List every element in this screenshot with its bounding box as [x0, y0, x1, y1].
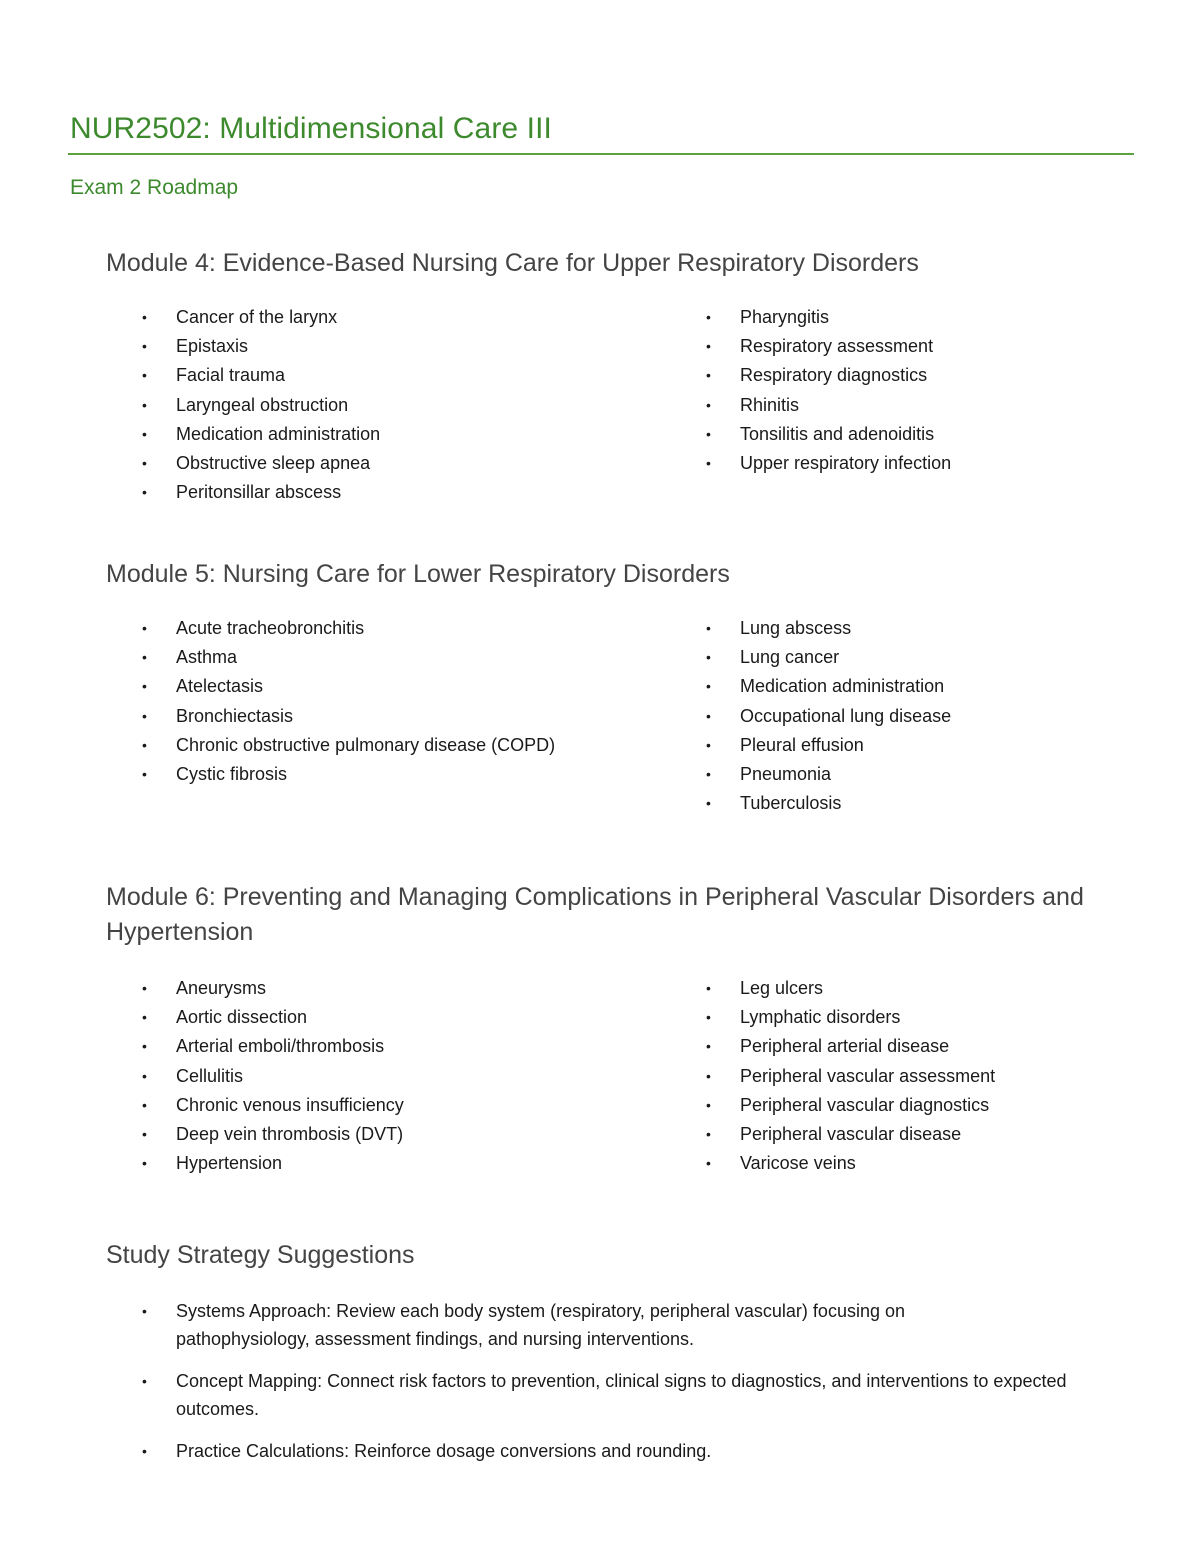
- bullet-icon: •: [142, 649, 147, 666]
- bullet-icon: •: [706, 1067, 711, 1084]
- list-item: • Peripheral vascular diagnostics: [670, 1092, 1150, 1119]
- bullet-icon: •: [142, 1125, 147, 1142]
- list-item: • Concept Mapping: Connect risk factors to prevention, clinical signs to diagnostics, and interventions to expected outcomes.: [106, 1367, 1106, 1423]
- bullet-icon: •: [706, 1125, 711, 1142]
- module-4-heading: Module 4: Evidence-Based Nursing Care for Upper Respiratory Disorders: [106, 249, 919, 277]
- list-item: • Peripheral arterial disease: [670, 1033, 1150, 1060]
- list-item: • Cancer of the larynx: [106, 304, 586, 331]
- list-item: • Medication administration: [670, 673, 1150, 700]
- bullet-icon: •: [142, 1155, 147, 1172]
- bullet-icon: •: [706, 1009, 711, 1026]
- module-6-topics-right: [670, 975, 1150, 1179]
- list-item: • Bronchiectasis: [106, 703, 586, 730]
- list-item: • Deep vein thrombosis (DVT): [106, 1121, 586, 1148]
- bullet-icon: •: [706, 736, 711, 753]
- list-item: • Rhinitis: [670, 392, 1150, 419]
- bullet-icon: •: [142, 338, 147, 355]
- list-item: • Facial trauma: [106, 362, 586, 389]
- bullet-icon: •: [142, 736, 147, 753]
- bullet-icon: •: [706, 678, 711, 695]
- list-item: • Occupational lung disease: [670, 703, 1150, 730]
- bullet-icon: •: [706, 1155, 711, 1172]
- list-item: • Peripheral vascular disease: [670, 1121, 1150, 1148]
- list-item: • Laryngeal obstruction: [106, 392, 586, 419]
- module-5-heading: Module 5: Nursing Care for Lower Respiratory Disorders: [106, 560, 730, 588]
- list-item: • Acute tracheobronchitis: [106, 615, 586, 642]
- list-item: • Respiratory assessment: [670, 333, 1150, 360]
- module-6-heading: Module 6: Preventing and Managing Complications in Peripheral Vascular Disorders and Hypertension: [106, 883, 1084, 946]
- bullet-icon: •: [142, 484, 147, 501]
- list-item: • Asthma: [106, 644, 586, 671]
- bullet-icon: •: [706, 454, 711, 471]
- bullet-icon: •: [706, 338, 711, 355]
- list-item: • Hypertension: [106, 1150, 586, 1177]
- list-item: • Pharyngitis: [670, 304, 1150, 331]
- list-item: • Peripheral vascular assessment: [670, 1063, 1150, 1090]
- list-item: • Tuberculosis: [670, 790, 1150, 817]
- bullet-icon: •: [142, 980, 147, 996]
- list-item: • Tonsilitis and adenoiditis: [670, 421, 1150, 448]
- bullet-icon: •: [142, 367, 147, 384]
- bullet-icon: •: [142, 309, 147, 325]
- list-item: • Arterial emboli/thrombosis: [106, 1033, 586, 1060]
- list-item: • Lymphatic disorders: [670, 1004, 1150, 1031]
- bullet-icon: •: [142, 396, 147, 413]
- bullet-icon: •: [706, 309, 711, 325]
- list-item: • Atelectasis: [106, 673, 586, 700]
- list-item: • Peritonsillar abscess: [106, 479, 586, 506]
- bullet-icon: •: [706, 795, 711, 812]
- bullet-icon: •: [706, 765, 711, 782]
- bullet-icon: •: [142, 765, 147, 782]
- list-item: • Aneurysms: [106, 975, 586, 1002]
- title-divider: [68, 153, 1134, 155]
- module-5-topics-left: [106, 615, 586, 790]
- bullet-icon: •: [142, 1303, 147, 1319]
- list-item: • Obstructive sleep apnea: [106, 450, 586, 477]
- list-item: • Chronic obstructive pulmonary disease (COPD): [106, 732, 576, 759]
- bullet-icon: •: [142, 1009, 147, 1026]
- bullet-icon: •: [706, 1038, 711, 1055]
- bullet-icon: •: [706, 1096, 711, 1113]
- bullet-icon: •: [142, 707, 147, 724]
- list-item: • Varicose veins: [670, 1150, 1150, 1177]
- bullet-icon: •: [142, 454, 147, 471]
- list-item: • Medication administration: [106, 421, 586, 448]
- module-4-topics-left: [106, 304, 586, 508]
- list-item: • Cellulitis: [106, 1063, 586, 1090]
- bullet-icon: •: [706, 649, 711, 666]
- list-item: • Chronic venous insufficiency: [106, 1092, 586, 1119]
- module-5-topics-right: [670, 615, 1150, 819]
- list-item: • Lung cancer: [670, 644, 1150, 671]
- bullet-icon: •: [706, 425, 711, 442]
- list-item: • Respiratory diagnostics: [670, 362, 1150, 389]
- list-item: • Pneumonia: [670, 761, 1150, 788]
- module-4-topics-right: [670, 304, 1150, 479]
- bullet-icon: •: [706, 396, 711, 413]
- bullet-icon: •: [142, 1038, 147, 1055]
- document-title: NUR2502: Multidimensional Care III: [70, 112, 552, 145]
- list-item: • Leg ulcers: [670, 975, 1150, 1002]
- bullet-icon: •: [142, 1443, 147, 1459]
- list-item: • Pleural effusion: [670, 732, 1150, 759]
- list-item: • Cystic fibrosis: [106, 761, 586, 788]
- list-item: • Aortic dissection: [106, 1004, 586, 1031]
- bullet-icon: •: [142, 678, 147, 695]
- bullet-icon: •: [706, 707, 711, 724]
- list-item: • Upper respiratory infection: [670, 450, 1150, 477]
- module-6-topics-left: [106, 975, 586, 1179]
- document-subtitle: Exam 2 Roadmap: [70, 176, 239, 199]
- list-item: • Lung abscess: [670, 615, 1150, 642]
- bullet-icon: •: [142, 620, 147, 636]
- bullet-icon: •: [142, 1067, 147, 1084]
- bullet-icon: •: [142, 1373, 147, 1389]
- list-item: • Systems Approach: Review each body system (respiratory, peripheral vascular) focusing on pathophysiology, assessment findings, and nursing interventions.: [106, 1297, 1036, 1353]
- list-item: • Practice Calculations: Reinforce dosage conversions and rounding.: [106, 1437, 1106, 1465]
- study-strategy-list: [106, 1297, 1106, 1479]
- study-strategy-heading: Study Strategy Suggestions: [106, 1241, 415, 1269]
- bullet-icon: •: [142, 1096, 147, 1113]
- bullet-icon: •: [706, 620, 711, 636]
- bullet-icon: •: [706, 980, 711, 996]
- list-item: • Epistaxis: [106, 333, 586, 360]
- bullet-icon: •: [706, 367, 711, 384]
- bullet-icon: •: [142, 425, 147, 442]
